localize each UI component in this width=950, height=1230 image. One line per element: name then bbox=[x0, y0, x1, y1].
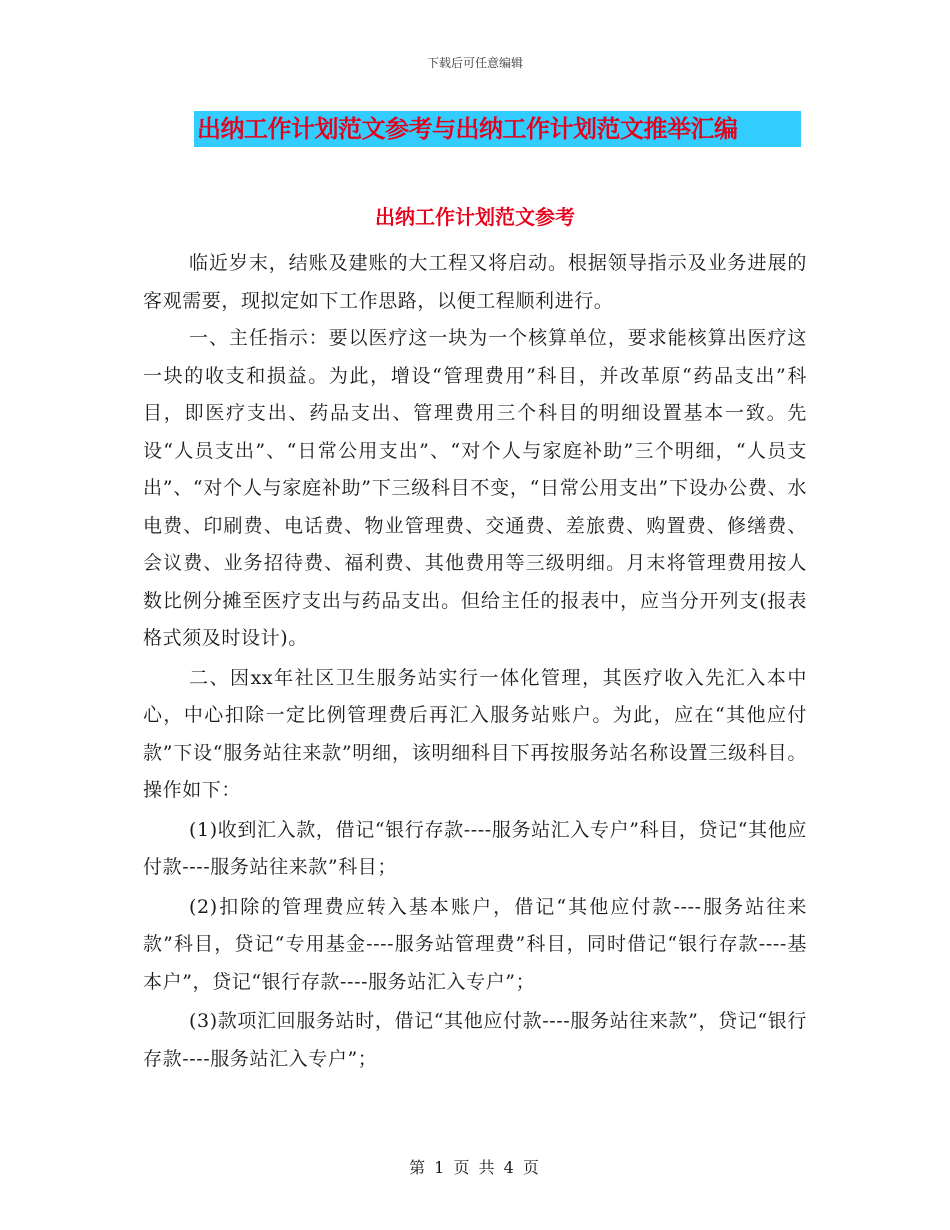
paragraph-step-1: (1)收到汇入款，借记“银行存款----服务站汇入专户”科目，贷记“其他应付款----服务站往来款”科目； bbox=[143, 818, 807, 878]
document-title: 出纳工作计划范文参考与出纳工作计划范文推举汇编 bbox=[197, 115, 738, 143]
page-number: 第 1 页 共 4 页 bbox=[409, 1158, 541, 1177]
header-note: 下载后可任意编辑 bbox=[426, 56, 523, 70]
section-title: 出纳工作计划范文参考 bbox=[375, 205, 575, 229]
document-body bbox=[143, 245, 807, 1078]
paragraph-intro: 临近岁末，结账及建账的大工程又将启动。根据领导指示及业务进展的客观需要，现拟定如下工作思路，以便工程顺利进行。 bbox=[143, 252, 807, 312]
paragraph-step-3: (3)款项汇回服务站时，借记“其他应付款----服务站往来款”，贷记“银行存款----服务站汇入专户”； bbox=[143, 1010, 807, 1070]
paragraph-point-two: 二、因xx年社区卫生服务站实行一体化管理，其医疗收入先汇入本中心，中心扣除一定比例管理费后再汇入服务站账户。为此，应在“其他应付款”下设“服务站往来款”明细，该明细科目下再按服务站名称设置三级科目。操作如下： bbox=[143, 666, 807, 801]
paragraph-step-2: (2)扣除的管理费应转入基本账户，借记“其他应付款----服务站往来款”科目，贷记“专用基金----服务站管理费”科目，同时借记“银行存款----基本户”，贷记“银行存款----服务站汇入专户”； bbox=[143, 895, 807, 993]
title-highlight bbox=[194, 111, 801, 147]
paragraph-point-one: 一、主任指示：要以医疗这一块为一个核算单位，要求能核算出医疗这一块的收支和损益。为此，增设“管理费用”科目，并改革原“药品支出”科目，即医疗支出、药品支出、管理费用三个科目的明细设置基本一致。先设“人员支出”、“日常公用支出”、“对个人与家庭补助”三个明细，“人员支出”、“对个人与家庭补助”下三级科目不变，“日常公用支出”下设办公费、水电费、印刷费、电话费、物业管理费、交通费、差旅费、购置费、修缮费、会议费、业务招待费、福利费、其他费用等三级明细。月末将管理费用按人数比例分摊至医疗支出与药品支出。但给主任的报表中，应当分开列支(报表格式须及时设计)。 bbox=[143, 327, 807, 649]
